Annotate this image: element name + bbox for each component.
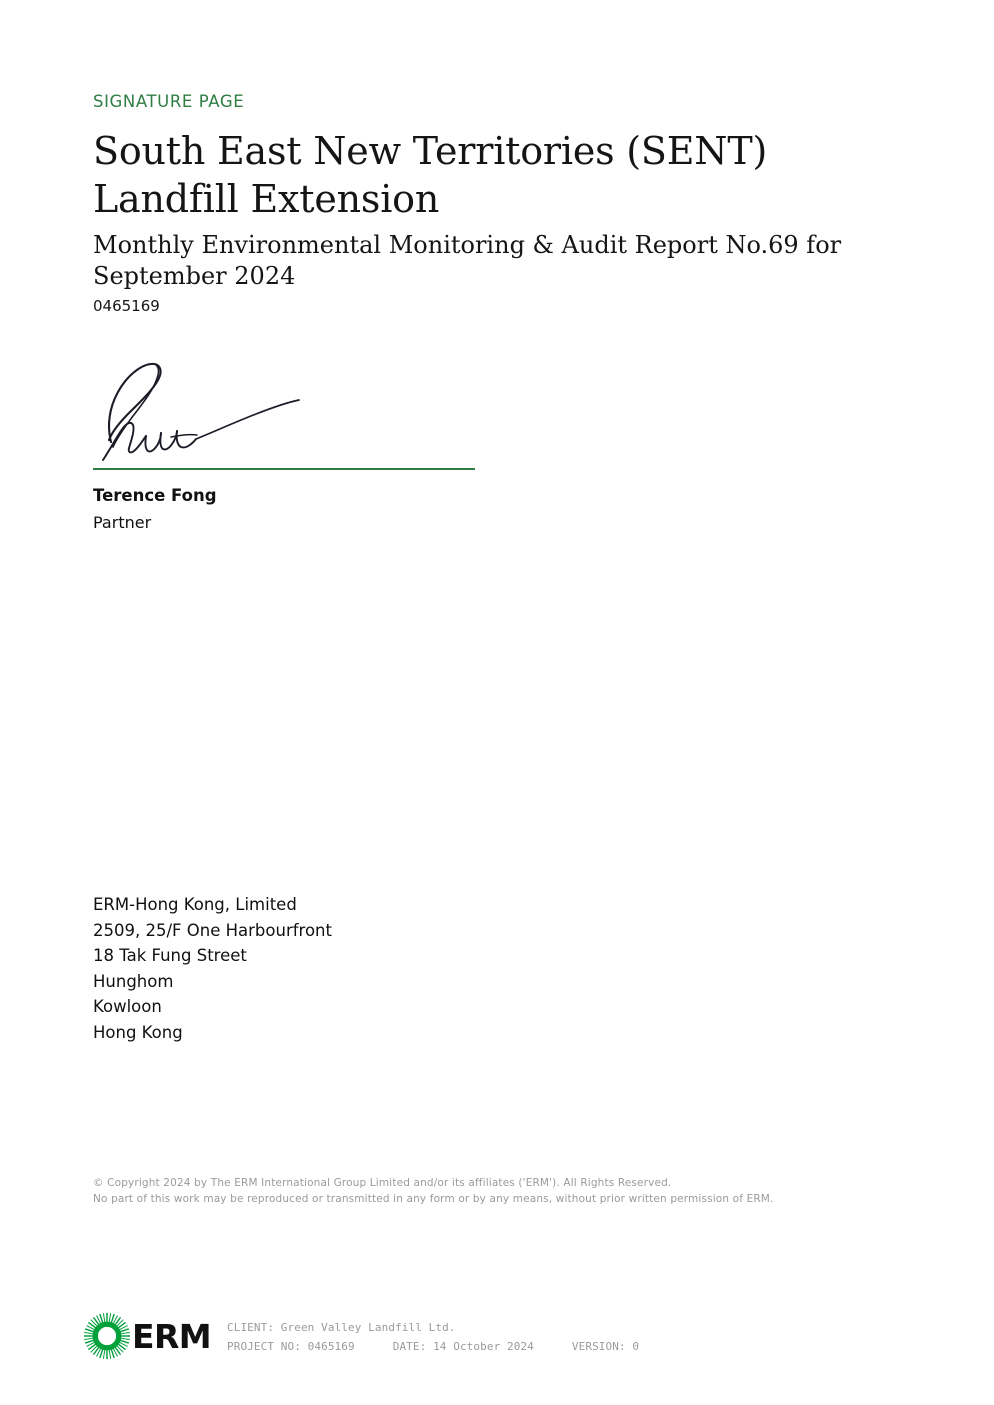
title-block <box>93 92 893 315</box>
address-line: Hong Kong <box>93 1022 183 1042</box>
copyright-line-2: No part of this work may be reproduced or transmitted in any form or by any means, without prior written permission of ERM. <box>93 1193 774 1205</box>
erm-logo <box>83 1312 213 1360</box>
footer-details <box>227 1337 639 1356</box>
signature-rule <box>93 468 475 470</box>
signer-name: Terence Fong <box>93 486 217 505</box>
address-line: 2509, 25/F One Harbourfront <box>93 920 332 940</box>
footer-project-no: PROJECT NO: 0465169 <box>227 1340 355 1353</box>
copyright-block <box>93 1175 853 1207</box>
address-block <box>93 892 513 1045</box>
footer-client: CLIENT: Green Valley Landfill Ltd. <box>227 1321 456 1334</box>
handwritten-signature-icon <box>93 350 475 468</box>
address-line: Kowloon <box>93 997 162 1016</box>
footer-date: DATE: 14 October 2024 <box>392 1340 534 1353</box>
erm-wordmark: ERM <box>132 1316 211 1356</box>
signer-role: Partner <box>93 512 152 532</box>
erm-sunburst-logo-icon <box>83 1312 131 1360</box>
copyright-line-1: © Copyright 2024 by The ERM International Group Limited and/or its affiliates ('ERM'). All Rights Reserved. <box>93 1177 672 1189</box>
page-label: SIGNATURE PAGE <box>93 92 245 111</box>
footer-metadata <box>227 1312 639 1356</box>
job-number: 0465169 <box>93 296 160 315</box>
page-title: South East New Territories (SENT) Landfill Extension <box>93 128 768 221</box>
page-footer <box>83 1312 923 1360</box>
footer-version: VERSION: 0 <box>571 1340 640 1353</box>
document-subtitle: Monthly Environmental Monitoring & Audit Report No.69 for September 2024 <box>93 230 842 291</box>
address-line: 18 Tak Fung Street <box>93 946 247 965</box>
address-line: Hunghom <box>93 971 174 991</box>
signature-block <box>93 350 475 533</box>
address-line: ERM-Hong Kong, Limited <box>93 895 297 914</box>
